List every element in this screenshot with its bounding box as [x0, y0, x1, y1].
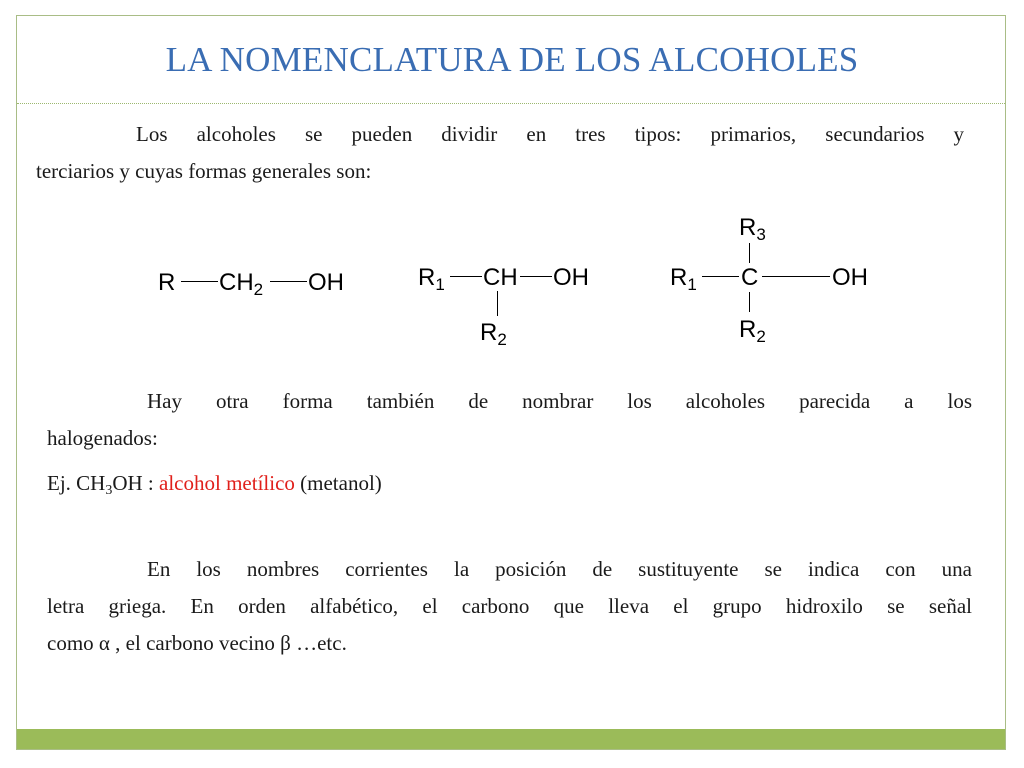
tertiary-oh: OH [832, 264, 868, 291]
example-prefix: Ej. CH [47, 471, 106, 495]
secondary-bond-down [497, 291, 498, 316]
third-line-1-text: En los nombres corrientes la posición de sustituyente se indica con una [147, 557, 972, 581]
secondary-r2-sub: 2 [497, 330, 507, 349]
tertiary-bond-down [749, 292, 750, 312]
intro-line-2: terciarios y cuyas formas generales son: [36, 159, 372, 183]
tertiary-c: C [741, 264, 759, 291]
secondary-r1 [418, 264, 445, 294]
tertiary-bond-right [762, 276, 830, 277]
second-line-1 [47, 383, 972, 420]
primary-ch: CH [219, 269, 254, 296]
slide-title: LA NOMENCLATURA DE LOS ALCOHOLES [165, 40, 859, 79]
intro-line-1 [36, 116, 964, 153]
example-highlight: alcohol metílico [159, 471, 295, 495]
second-line-1-text: Hay otra forma también de nombrar los alcoholes parecida a los [147, 389, 972, 413]
tertiary-r1-letter: R [670, 264, 688, 291]
tertiary-r3-sub: 3 [756, 225, 766, 244]
intro-paragraph [36, 116, 964, 190]
example-line [47, 465, 972, 502]
third-line-1 [47, 551, 972, 588]
third-line-3: como α , el carbono vecino β …etc. [47, 631, 347, 655]
secondary-r1-sub: 1 [435, 275, 445, 294]
title-separator [17, 103, 1005, 104]
primary-ch-sub: 2 [253, 280, 264, 299]
example-suffix: (metanol) [294, 471, 382, 495]
secondary-bond-left [450, 276, 482, 277]
tertiary-r3-letter: R [739, 214, 757, 241]
third-line-2: letra griega. En orden alfabético, el carbono que lleva el grupo hidroxilo se señal [47, 594, 972, 618]
secondary-ch: CH [483, 264, 518, 291]
example-subscript: 3 [105, 483, 113, 498]
third-paragraph [47, 551, 972, 662]
secondary-r1-letter: R [418, 264, 436, 291]
secondary-bond-right [520, 276, 552, 277]
tertiary-r3 [739, 214, 766, 244]
tertiary-r1 [670, 264, 697, 294]
intro-line-1-text: Los alcoholes se pueden dividir en tres tipos: primarios, secundarios y [136, 122, 964, 146]
example-formula-rest: OH : [112, 471, 160, 495]
tertiary-r2 [739, 316, 766, 346]
tertiary-r1-sub: 1 [687, 275, 697, 294]
tertiary-bond-up [749, 243, 750, 263]
second-paragraph [47, 383, 972, 457]
secondary-r2-letter: R [480, 319, 498, 346]
secondary-r2 [480, 319, 507, 349]
secondary-oh: OH [553, 264, 589, 291]
primary-r: R [158, 269, 176, 296]
tertiary-r2-letter: R [739, 316, 757, 343]
primary-oh: OH [308, 269, 344, 296]
tertiary-r2-sub: 2 [756, 327, 766, 346]
tertiary-bond-left [702, 276, 739, 277]
second-line-2: halogenados: [47, 426, 158, 450]
primary-ch2 [219, 269, 264, 299]
primary-bond-2 [270, 281, 307, 282]
footer-accent-bar [17, 729, 1005, 749]
primary-bond-1 [181, 281, 218, 282]
